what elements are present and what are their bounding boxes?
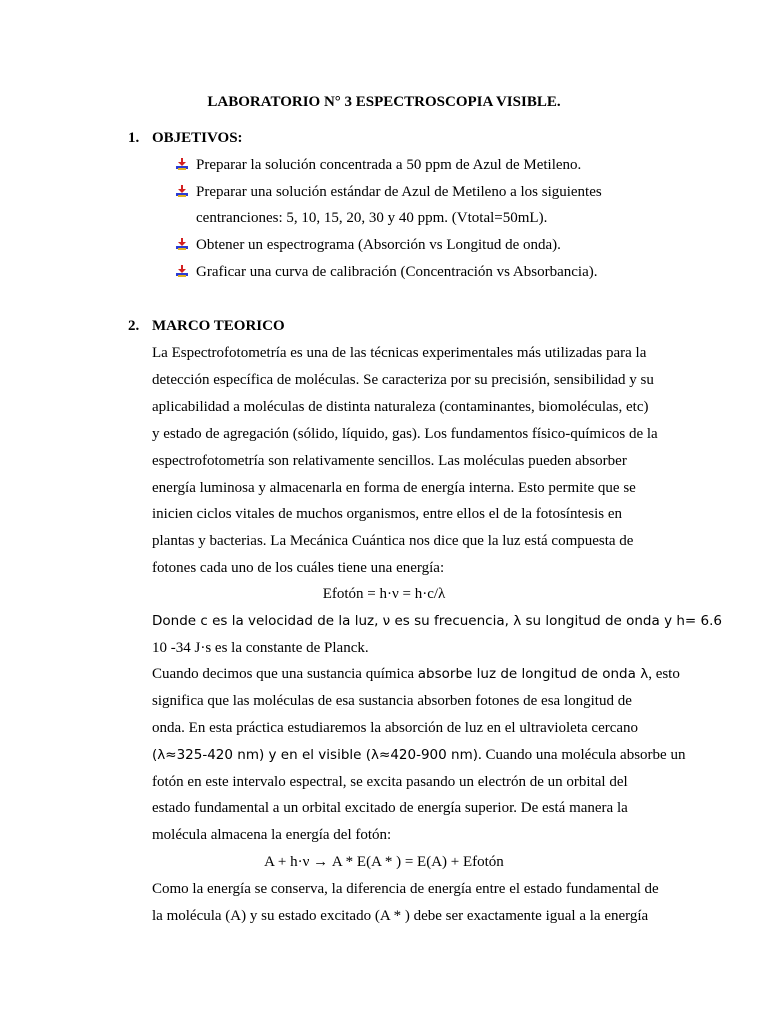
paragraph-line: onda. En esta práctica estudiaremos la absorción de luz en el ultravioleta cercano: [152, 720, 639, 736]
paragraph-line: detección específica de moléculas. Se caracteriza por su precisión, sensibilidad y su: [152, 372, 654, 388]
paragraph-line: molécula almacena la energía del fotón:: [152, 827, 392, 843]
bullet-arrow-icon: [176, 158, 188, 170]
photon-energy-formula: Efotón = h·ν = h·c/λ: [322, 586, 446, 602]
section-2-heading: MARCO TEORICO: [152, 318, 285, 334]
paragraph-line: La Espectrofotometría es una de las técnicas experimentales más utilizadas para la: [152, 345, 647, 361]
paragraph-line: 10 -34 J·s es la constante de Planck.: [152, 640, 369, 656]
paragraph-line: [152, 664, 680, 684]
paragraph-line: espectrofotometría son relativamente sencillos. Las moléculas pueden absorber: [152, 453, 627, 469]
bullet-arrow-icon: [176, 185, 188, 197]
document-title: LABORATORIO N° 3 ESPECTROSCOPIA VISIBLE.: [207, 94, 561, 110]
objective-item-3: Obtener un espectrograma (Absorción vs Longitud de onda).: [196, 237, 561, 253]
section-1-number: 1.: [128, 130, 140, 146]
objective-item-4: Graficar una curva de calibración (Concentración vs Absorbancia).: [196, 264, 598, 280]
bullet-arrow-icon: [176, 238, 188, 250]
paragraph-line: y estado de agregación (sólido, líquido, gas). Los fundamentos físico-químicos de la: [152, 426, 658, 442]
paragraph-line: Donde c es la velocidad de la luz, ν es su frecuencia, λ su longitud de onda y h= 6.6: [152, 613, 722, 629]
text-run: (λ≈325-420 nm) y en el visible (λ≈420-900 nm): [152, 747, 478, 763]
paragraph-line: Como la energía se conserva, la diferencia de energía entre el estado fundamental de: [152, 881, 659, 897]
text-run: absorbe luz de longitud de onda λ: [417, 666, 649, 682]
objective-item-1: Preparar la solución concentrada a 50 ppm de Azul de Metileno.: [196, 157, 582, 173]
excitation-formula: A + h·ν → A * E(A * ) = E(A) + Efotón: [264, 854, 504, 870]
paragraph-line: energía luminosa y almacenarla en forma de energía interna. Esto permite que se: [152, 480, 636, 496]
paragraph-line: aplicabilidad a moléculas de distinta naturaleza (contaminantes, biomoléculas, etc): [152, 399, 649, 415]
text-run: Cuando decimos que una sustancia química: [152, 666, 418, 682]
paragraph-line: fotón en este intervalo espectral, se excita pasando un electrón de un orbital del: [152, 774, 628, 790]
bullet-arrow-icon: [176, 265, 188, 277]
paragraph-line: plantas y bacterias. La Mecánica Cuántica nos dice que la luz está compuesta de: [152, 533, 634, 549]
paragraph-line: [152, 745, 685, 765]
text-run: . Cuando una molécula absorbe un: [478, 747, 686, 763]
section-2-number: 2.: [128, 318, 140, 334]
paragraph-line: estado fundamental a un orbital excitado de energía superior. De está manera la: [152, 800, 628, 816]
paragraph-line: significa que las moléculas de esa sustancia absorben fotones de esa longitud de: [152, 693, 632, 709]
paragraph-line: inicien ciclos vitales de muchos organismos, entre ellos el de la fotosíntesis en: [152, 506, 623, 522]
text-run: , esto: [648, 666, 680, 682]
paragraph-line: fotones cada uno de los cuáles tiene una energía:: [152, 560, 445, 576]
objective-item-2-continuation: centranciones: 5, 10, 15, 20, 30 y 40 ppm. (Vtotal=50mL).: [196, 210, 548, 226]
section-1-heading: OBJETIVOS:: [152, 130, 243, 146]
objective-item-2: Preparar una solución estándar de Azul de Metileno a los siguientes: [196, 184, 602, 200]
paragraph-line: la molécula (A) y su estado excitado (A * ) debe ser exactamente igual a la energía: [152, 908, 649, 924]
